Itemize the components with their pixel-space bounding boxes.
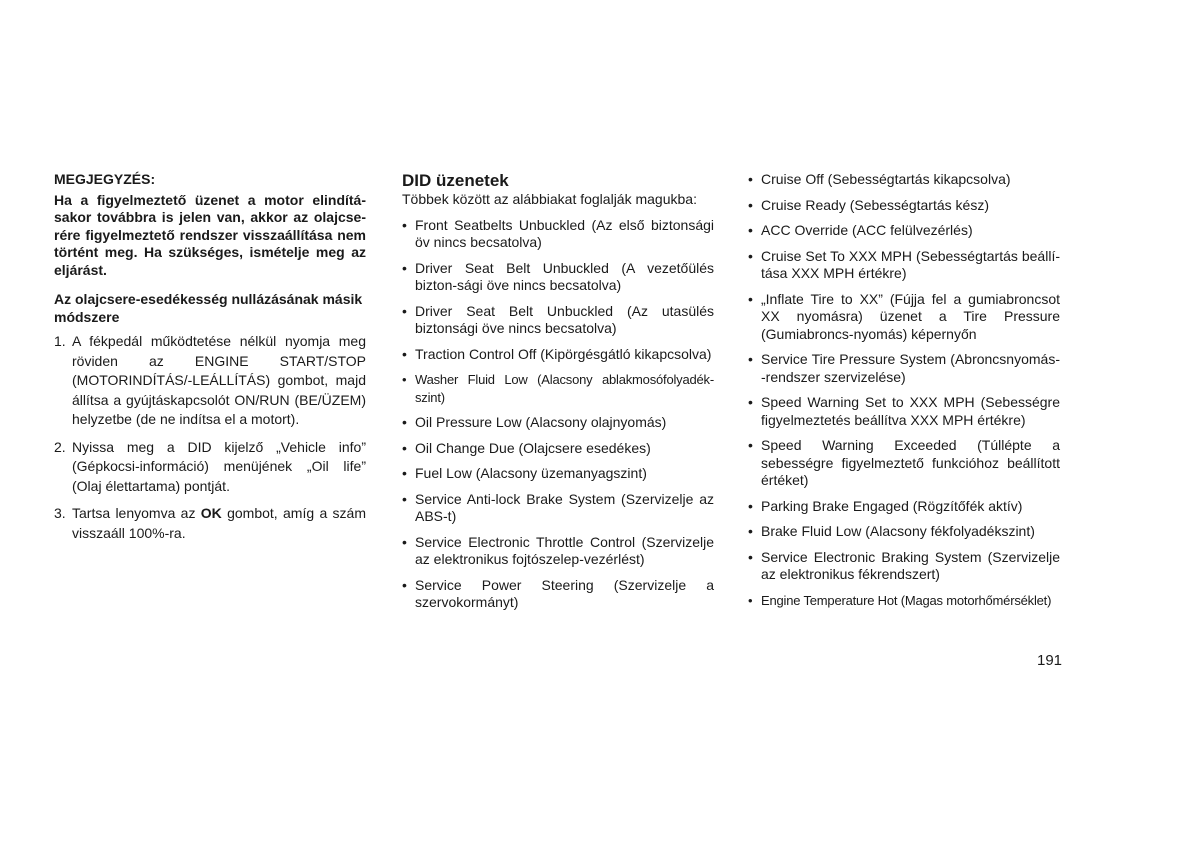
step-text-before: Tartsa lenyomva az: [72, 505, 201, 521]
item-text: ACC Override (ACC felülvezérlés): [761, 222, 973, 238]
ok-button-label: OK: [200, 505, 222, 521]
list-item: [748, 291, 1060, 344]
list-item: [748, 437, 1060, 490]
item-text: „Inflate Tire to XX” (Fújja fel a gumiabroncsot XX nyomásra) üzenet a Tire Pressure (Gumiabroncs-nyomás) képernyőn: [761, 290, 1060, 342]
item-text: Service Electronic Braking System (Szervizelje az elektronikus fékrendszert): [761, 548, 1060, 582]
bullet: •: [748, 290, 753, 307]
list-item: [748, 248, 1060, 283]
bullet: •: [402, 345, 407, 362]
bullet: •: [402, 465, 407, 481]
item-text: Service Tire Pressure System (Abroncsnyomás--rendszer szervizelése): [761, 351, 1060, 385]
bullet: •: [748, 196, 753, 213]
bullet: •: [748, 497, 753, 514]
bullet: •: [402, 302, 407, 319]
item-text: Washer Fluid Low (Alacsony ablakmosófolyadék-szint): [415, 372, 714, 405]
bullet: •: [402, 216, 407, 233]
list-item: [402, 577, 714, 612]
step-item: [54, 332, 366, 430]
list-item: [402, 465, 714, 483]
bullet: •: [748, 394, 753, 410]
left-column: [54, 171, 366, 551]
step-text: Nyissa meg a DID kijelző „Vehicle info” (Gépkocsi-információ) menüjének „Oil life” (Olaj élettartama) pontját.: [72, 438, 366, 494]
bullet: •: [748, 351, 753, 367]
item-text: Oil Pressure Low (Alacsony olajnyomás): [415, 414, 667, 430]
step-number: 3.: [54, 505, 66, 521]
list-item: [748, 523, 1060, 541]
note-body: Ha a figyelmeztető üzenet a motor elindítá-sakor továbbra is jelen van, akkor az olajcse-rére figyelmeztető rendszer visszaállítása nem történt meg. Ha szükséges, ismételje meg az eljárást.: [54, 191, 366, 278]
bullet: •: [402, 439, 407, 456]
item-text: Speed Warning Exceeded (Túllépte a sebességre figyelmeztető funkcióhoz beállított értéket): [761, 437, 1060, 488]
list-item: [748, 222, 1060, 240]
section-title: DID üzenetek: [402, 171, 509, 190]
item-text: Fuel Low (Alacsony üzemanyagszint): [415, 465, 647, 481]
bullet: •: [748, 523, 753, 539]
bullet: •: [748, 222, 753, 238]
list-item: [748, 351, 1060, 386]
item-text: Service Power Steering (Szervizelje a szervokormányt): [415, 576, 714, 610]
step-text: A fékpedál működtetése nélkül nyomja meg röviden az ENGINE START/STOP (MOTORINDÍTÁS/-LEÁLLÍTÁS) gombot, majd állítsa a gyújtáskapcsolót ON/RUN (BE/ÜZEM) helyzetbe (de ne indítsa el a motort).: [72, 333, 366, 427]
item-text: Driver Seat Belt Unbuckled (A vezetőülés bizton-sági öve nincs becsatolva): [415, 259, 714, 293]
list-item: [748, 498, 1060, 516]
item-text: Engine Temperature Hot (Magas motorhőmérséklet): [761, 592, 1052, 608]
list-item: [402, 491, 714, 526]
bullet: •: [402, 533, 407, 550]
step-number: 1.: [54, 333, 66, 349]
step-item: [54, 438, 366, 497]
step-number: 2.: [54, 438, 66, 455]
note-title: MEGJEGYZÉS:: [54, 171, 156, 187]
item-text: Service Anti-lock Brake System (Szervizelje az ABS-t): [415, 490, 714, 524]
item-text: Cruise Ready (Sebességtartás kész): [761, 196, 989, 213]
list-item: [402, 217, 714, 252]
item-text: Service Electronic Throttle Control (Szervizelje az elektronikus fojtószelep-vezérlést): [415, 533, 714, 567]
middle-column: [402, 171, 714, 620]
steps-list: [54, 332, 366, 543]
list-item: [748, 592, 1060, 610]
method-title: Az olajcsere-esedékesség nullázásának másik módszere: [54, 291, 363, 325]
bullet: •: [402, 372, 407, 387]
bullet: •: [748, 247, 753, 264]
item-text: Speed Warning Set to XXX MPH (Sebességre figyelmeztetés beállítva XXX MPH értékre): [761, 394, 1060, 428]
list-item: [402, 303, 714, 338]
list-item: [402, 371, 714, 406]
section-intro: Többek között az alábbiakat foglalják magukba:: [402, 191, 697, 207]
right-column: [748, 171, 1060, 617]
item-text: Front Seatbelts Unbuckled (Az első biztonsági öv nincs becsatolva): [415, 216, 714, 250]
list-item: [402, 414, 714, 432]
bullet: •: [402, 490, 407, 507]
did-messages-list: [402, 217, 714, 612]
list-item: [748, 549, 1060, 584]
bullet: •: [402, 259, 407, 276]
item-text: Brake Fluid Low (Alacsony fékfolyadékszint): [761, 523, 1035, 539]
item-text: Traction Control Off (Kipörgésgátló kikapcsolva): [415, 345, 712, 362]
list-item: [748, 171, 1060, 189]
list-item: [748, 394, 1060, 429]
step-item: [54, 504, 366, 543]
list-item: [402, 260, 714, 295]
page-number: 191: [1037, 652, 1063, 669]
item-text: Oil Change Due (Olajcsere esedékes): [415, 439, 651, 456]
bullet: •: [402, 576, 407, 593]
list-item: [402, 534, 714, 569]
list-item: [402, 440, 714, 458]
step-text-after: gombot, amíg a szám visszaáll 100%-ra.: [72, 505, 366, 541]
item-text: Driver Seat Belt Unbuckled (Az utasülés biztonsági öve nincs becsatolva): [415, 302, 714, 336]
item-text: Cruise Off (Sebességtartás kikapcsolva): [761, 171, 1011, 187]
item-text: Parking Brake Engaged (Rögzítőfék aktív): [761, 497, 1023, 514]
bullet: •: [748, 437, 753, 453]
bullet: •: [402, 414, 407, 430]
bullet: •: [748, 171, 753, 187]
bullet: •: [748, 548, 753, 565]
did-messages-list-continued: [748, 171, 1060, 609]
list-item: [402, 346, 714, 364]
list-item: [748, 197, 1060, 215]
item-text: Cruise Set To XXX MPH (Sebességtartás beállí-tása XXX MPH értékre): [761, 247, 1060, 281]
bullet: •: [748, 592, 753, 608]
